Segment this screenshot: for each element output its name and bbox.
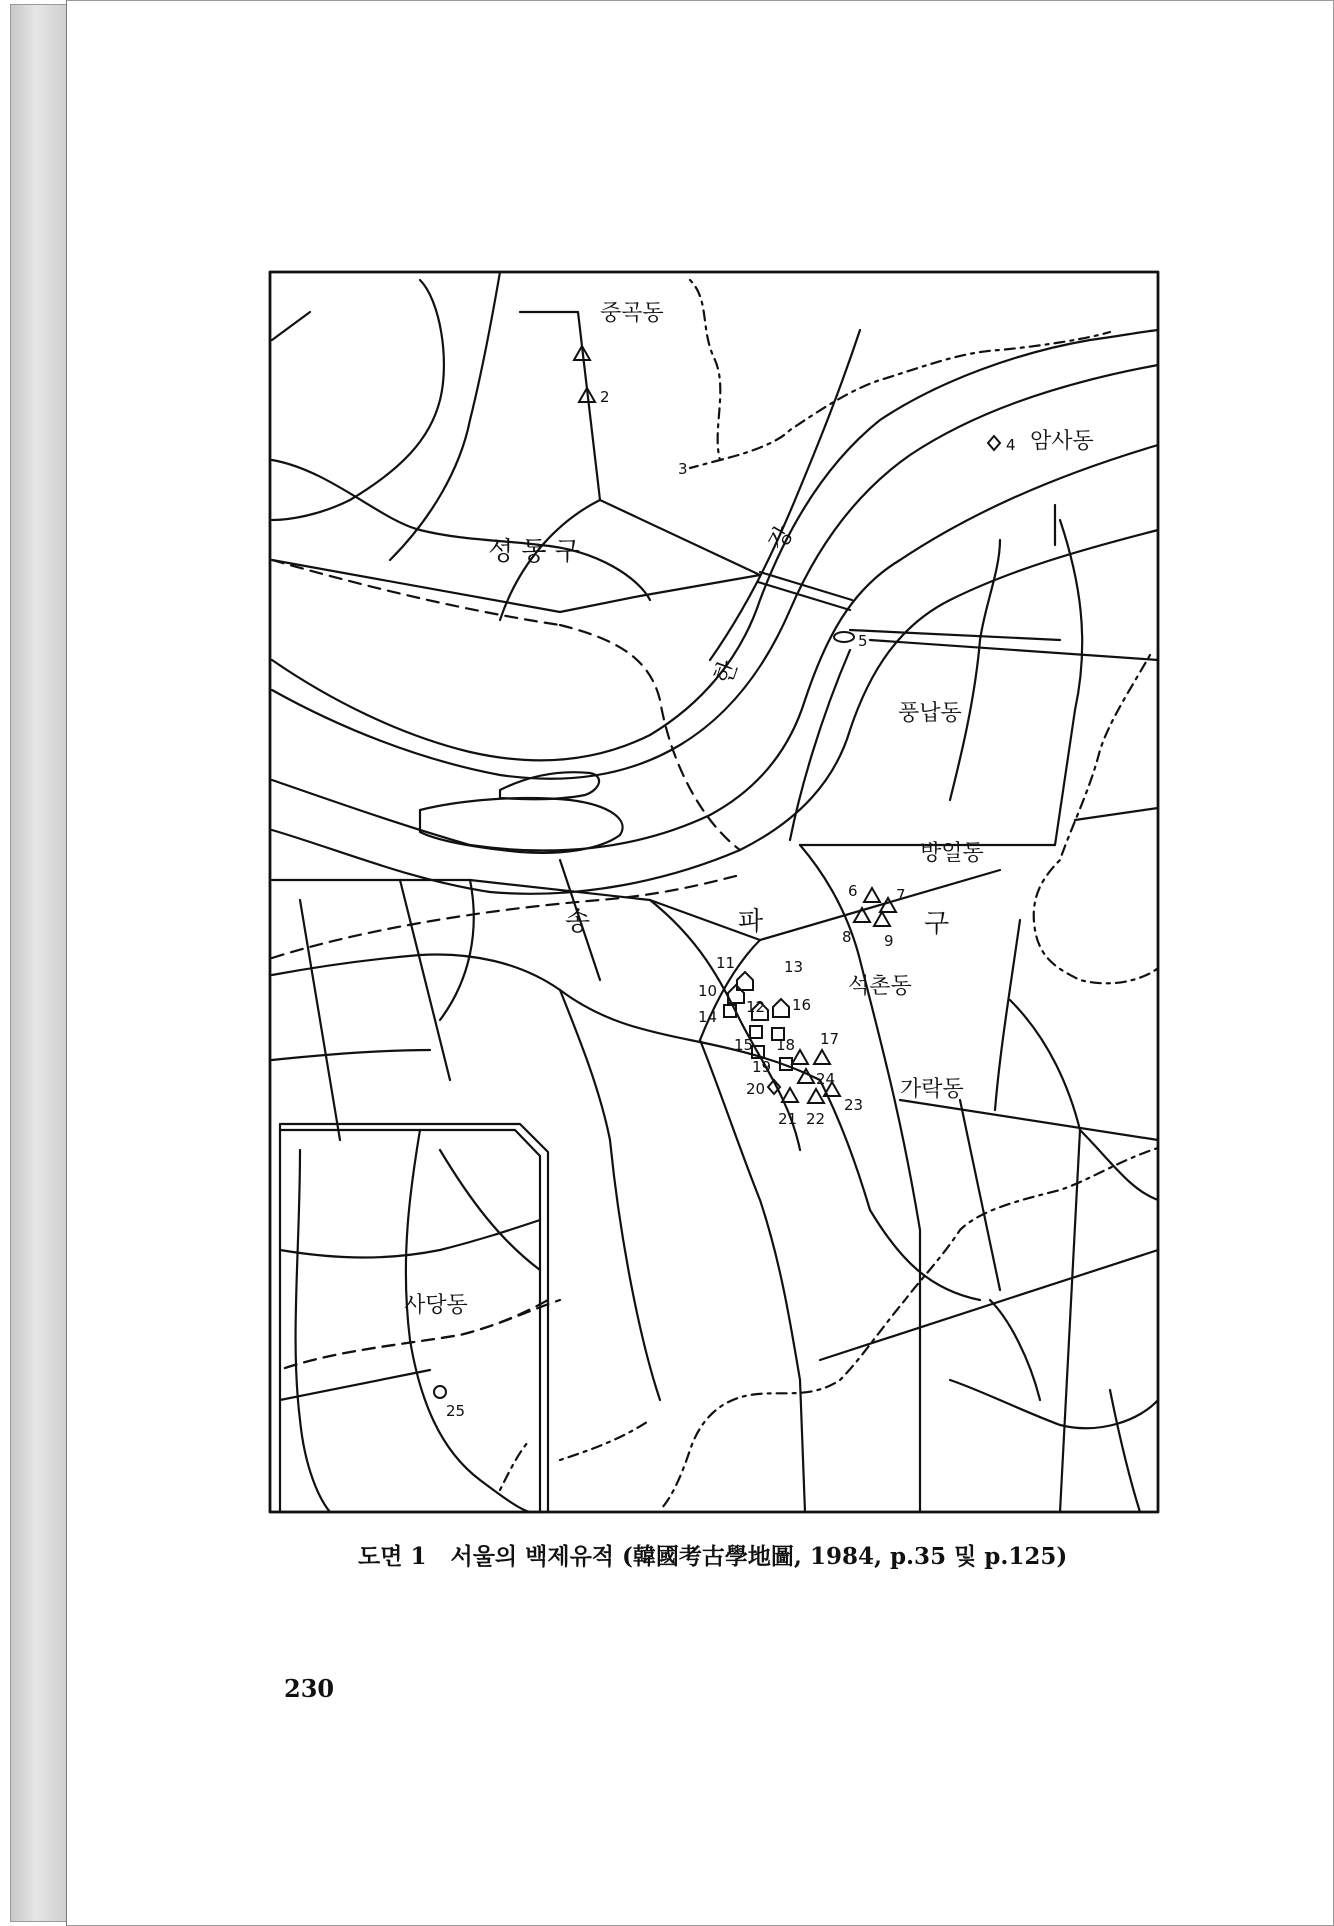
circle-icon bbox=[434, 1386, 446, 1398]
songpa-label-2: 파 bbox=[738, 907, 764, 937]
house-icon bbox=[773, 999, 789, 1017]
site-number: 16 bbox=[792, 996, 812, 1014]
site-number: 24 bbox=[816, 1070, 836, 1088]
bangi-label: 방일동 bbox=[920, 841, 984, 866]
site-number: 21 bbox=[778, 1110, 798, 1128]
site-number: 18 bbox=[776, 1036, 796, 1054]
amsa-label: 암사동 bbox=[1030, 429, 1094, 454]
site-number: 19 bbox=[752, 1058, 772, 1076]
sadang-label: 사당동 bbox=[404, 1293, 468, 1318]
triangle-icon bbox=[814, 1050, 830, 1064]
river-island bbox=[420, 798, 623, 853]
pungnap-label: 풍납동 bbox=[898, 701, 962, 726]
junggok-label: 중곡동 bbox=[600, 301, 664, 326]
garak-label: 가락동 bbox=[900, 1077, 964, 1102]
triangle-icon bbox=[782, 1088, 798, 1102]
triangle-icon bbox=[864, 888, 880, 902]
inset-frame bbox=[280, 1124, 548, 1512]
site-number: 6 bbox=[848, 882, 858, 900]
site-number: 5 bbox=[858, 632, 868, 650]
river-label-2: 한 bbox=[708, 656, 743, 689]
site-number: 13 bbox=[784, 958, 804, 976]
caption-label: 도면 1 bbox=[358, 1543, 427, 1570]
seongdong-label: 성 동 구 bbox=[488, 537, 580, 567]
site-number: 4 bbox=[1006, 436, 1016, 454]
site-number: 22 bbox=[806, 1110, 826, 1128]
river-north-bank-2 bbox=[272, 365, 1158, 779]
triangle-icon bbox=[808, 1089, 824, 1103]
site-number: 12 bbox=[746, 998, 766, 1016]
site-number: 17 bbox=[820, 1030, 840, 1048]
site-number: 11 bbox=[716, 954, 736, 972]
site-number: 23 bbox=[844, 1096, 864, 1114]
site-number: 2 bbox=[600, 388, 610, 406]
triangle-icon bbox=[874, 912, 890, 926]
figure-caption bbox=[358, 1538, 1118, 1578]
page-number: 230 bbox=[284, 1674, 335, 1703]
seokchon-label: 석촌동 bbox=[848, 974, 912, 999]
site-number: 10 bbox=[698, 982, 718, 1000]
site-number: 25 bbox=[446, 1402, 466, 1420]
river-label-1: 강 bbox=[763, 520, 799, 555]
site-number: 9 bbox=[884, 932, 894, 950]
caption-source: (韓國考古學地圖, 1984, p.35 및 p.125) bbox=[622, 1543, 1068, 1570]
diamond-icon bbox=[988, 436, 1000, 450]
site-number: 14 bbox=[698, 1008, 718, 1026]
site-number: 7 bbox=[896, 886, 906, 904]
songpa-label-1: 송 bbox=[565, 907, 591, 937]
site-number: 3 bbox=[678, 460, 688, 478]
site-number: 15 bbox=[734, 1036, 754, 1054]
songpa-label-3: 구 bbox=[924, 909, 950, 939]
site-number: 20 bbox=[746, 1080, 766, 1098]
river-south-bank bbox=[272, 445, 1158, 851]
caption-title: 서울의 백제유적 bbox=[450, 1543, 615, 1570]
site-number: 8 bbox=[842, 928, 852, 946]
circle-icon bbox=[834, 632, 854, 642]
